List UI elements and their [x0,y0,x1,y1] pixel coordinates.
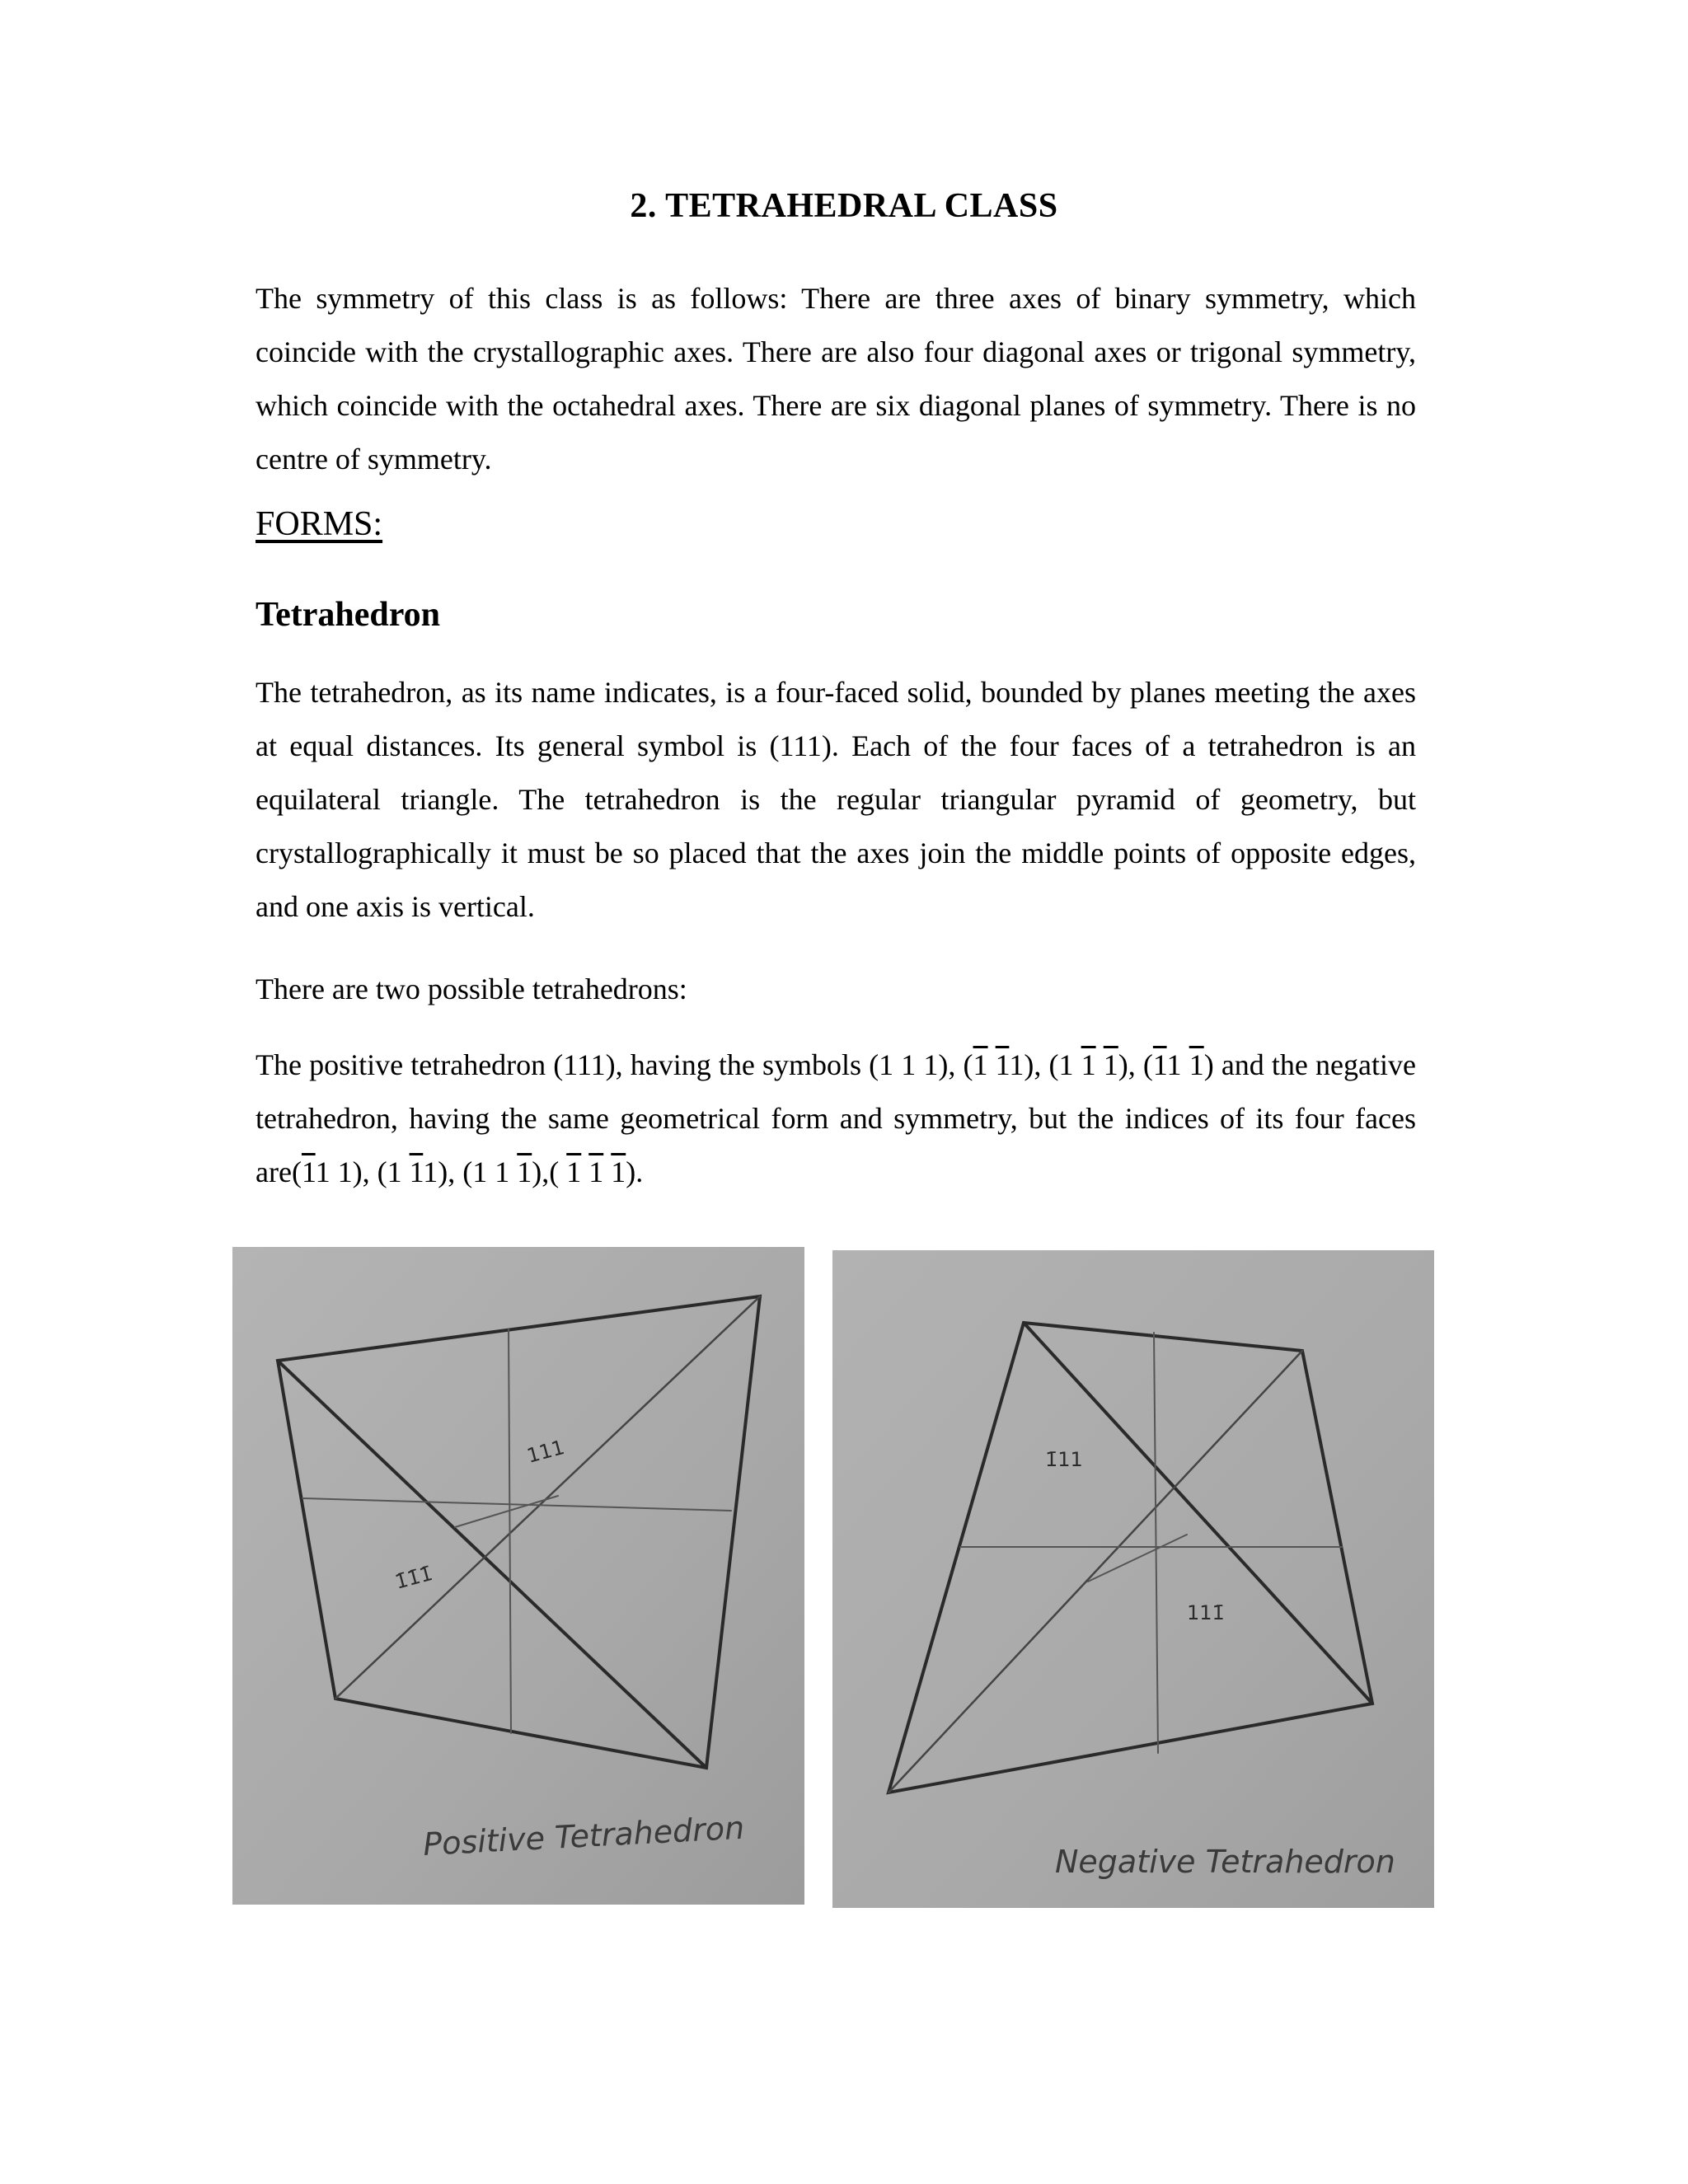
face-label-11bar1: 111̄ [1187,1601,1225,1624]
positive-tetrahedron-drawing [232,1247,804,1905]
two-tetrahedrons-line: There are two possible tetrahedrons: [256,972,687,1005]
face-label-111: 111 [524,1435,567,1468]
face-label-bar-111: 1̄11 [1045,1448,1083,1471]
symbols-paragraph: The positive tetrahedron (111), having the symbols (1 1 1), (1 11), (1 1 1), (11 1) and the negative tetrahedron, having the same geometrical form and symmetry, but the indices of its four faces are(11 1), (1 11), (1 1 1),( 1 1 1). [256,1048,1416,1188]
positive-tetrahedron-figure [232,1247,804,1905]
tetrahedron-heading: Tetrahedron [256,596,441,634]
positive-caption: Positive Tetrahedron [422,1809,746,1863]
symmetry-paragraph: The symmetry of this class is as follows: There are three axes of binary symmetry, which coincide with the crystallographic axes. There are also four diagonal axes or trigonal symmetry, which coincide with the octahedral axes. There are six diagonal planes of symmetry. There is no centre of symmetry. [256,282,1416,476]
negative-tetrahedron-drawing [832,1250,1434,1908]
negative-caption: Negative Tetrahedron [1055,1844,1395,1880]
face-label-bar-111: 1̄1̄1̄ [392,1561,435,1594]
tetrahedron-description: The tetrahedron, as its name indicates, is a four-faced solid, bounded by planes meeting the axes at equal distances. Its general symbol is (111). Each of the four faces of a tetrahedron is an equilateral triangle. The tetrahedron is the regular triangular pyramid of geometry, but crystallographically it must be so placed that the axes join the middle points of opposite edges, and one axis is vertical. [256,676,1416,923]
section-title: 2. TETRAHEDRAL CLASS [630,187,1058,225]
forms-heading: FORMS: [256,505,383,543]
negative-tetrahedron-figure [832,1250,1434,1908]
